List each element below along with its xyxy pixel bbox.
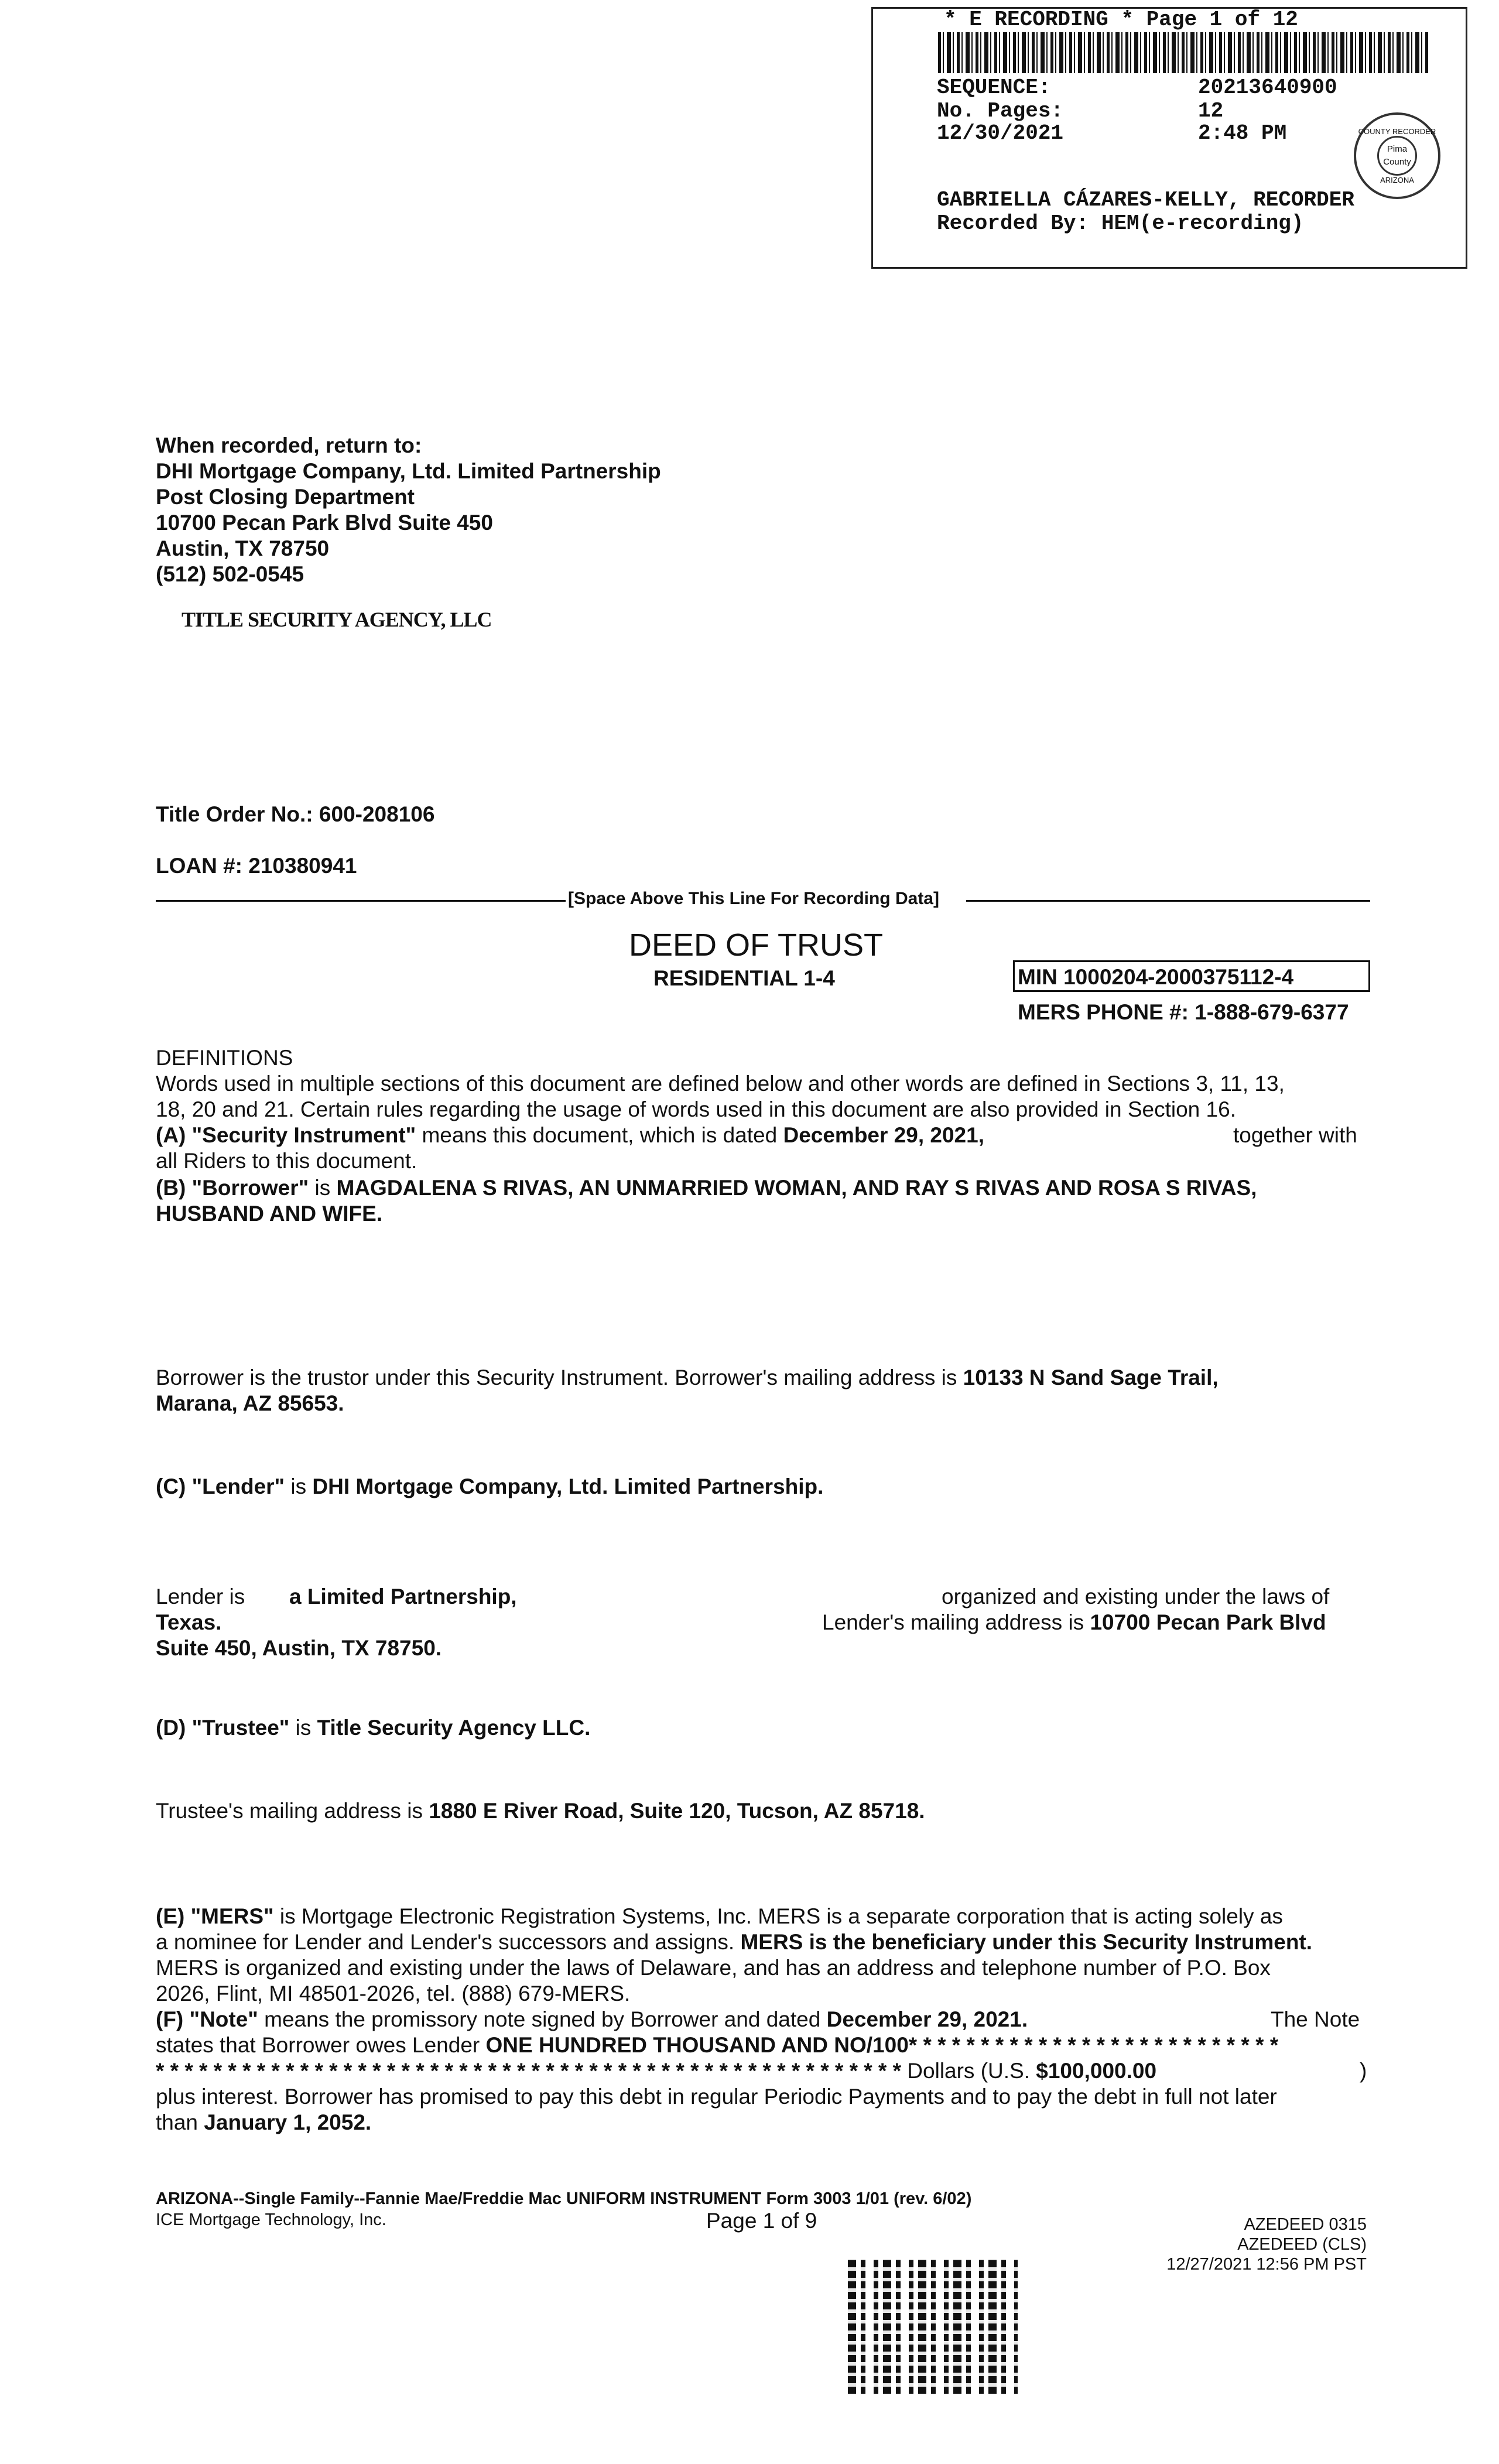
definition-a-text: means this document, which is dated xyxy=(416,1123,783,1147)
trustee-mailing-text: Trustee's mailing address is xyxy=(156,1799,429,1823)
stamp-header: * E RECORDING * Page 1 of 12 xyxy=(944,8,1298,32)
recording-line-right xyxy=(966,900,1370,902)
borrower-names-2: HUSBAND AND WIFE. xyxy=(156,1202,383,1226)
lender-type: a Limited Partnership, xyxy=(289,1585,517,1609)
note-date: December 29, 2021. xyxy=(826,2007,1028,2031)
document-qr-code xyxy=(848,2259,1018,2394)
loan-amount-words: ONE HUNDRED THOUSAND AND NO/100* * * * * * * * * * * * * * * * * * * * * * * * * * xyxy=(485,2033,1279,2057)
definition-f-line4: plus interest. Borrower has promised to pay this debt in regular Periodic Payments and to pay the debt in full not later xyxy=(156,2085,1277,2109)
document-subtitle: RESIDENTIAL 1-4 xyxy=(653,966,835,990)
trustee-address: 1880 E River Road, Suite 120, Tucson, AZ 85718. xyxy=(429,1799,925,1823)
maturity-date: January 1, 2052. xyxy=(204,2110,372,2134)
definition-a-label: (A) "Security Instrument" xyxy=(156,1123,416,1147)
form-footer: ARIZONA--Single Family--Fannie Mae/Freddie Mac UNIFORM INSTRUMENT Form 3003 1/01 (rev. 6/02) xyxy=(156,2189,972,2208)
lender-organized: organized and existing under the laws of xyxy=(942,1585,1330,1609)
borrower-address: 10133 N Sand Sage Trail, xyxy=(963,1366,1219,1390)
lender-state: Texas. xyxy=(156,1610,222,1634)
definition-f-text-5a: than xyxy=(156,2110,204,2134)
definition-c-is: is xyxy=(285,1474,313,1498)
definition-d xyxy=(156,1714,590,1741)
definition-c-label: (C) "Lender" xyxy=(156,1474,285,1498)
stamp-pages-label: No. Pages: xyxy=(937,99,1064,123)
lender-address-1: 10700 Pecan Park Blvd xyxy=(1090,1610,1326,1634)
footer-timestamp: 12/27/2021 12:56 PM PST xyxy=(1166,2255,1367,2274)
return-to-label: When recorded, return to: xyxy=(156,433,422,457)
definition-a-date: December 29, 2021, xyxy=(783,1123,984,1147)
definition-e-line2 xyxy=(156,1929,1312,1955)
definition-f-line3 xyxy=(156,2058,1156,2084)
stamp-recorded-by: Recorded By: HEM(e-recording) xyxy=(937,211,1304,235)
definitions-heading: DEFINITIONS xyxy=(156,1046,293,1070)
definition-b-is: is xyxy=(309,1176,337,1200)
stamp-sequence-label: SEQUENCE: xyxy=(937,76,1051,100)
mers-phone: MERS PHONE #: 1-888-679-6377 xyxy=(1018,1000,1349,1024)
lender-is-label: Lender is xyxy=(156,1585,245,1609)
recording-line-left xyxy=(156,900,566,902)
definition-f-line2 xyxy=(156,2032,1278,2058)
loan-amount: $100,000.00 xyxy=(1036,2059,1157,2083)
title-agency-stamp: TITLE SECURITY AGENCY, LLC xyxy=(182,608,492,631)
borrower-address-2: Marana, AZ 85653. xyxy=(156,1391,344,1415)
definitions-intro-2: 18, 20 and 21. Certain rules regarding the usage of words used in this document are also provided in Section 16. xyxy=(156,1097,1236,1121)
footer-code-2: AZEDEED (CLS) xyxy=(1237,2235,1367,2254)
lender-name: DHI Mortgage Company, Ltd. Limited Partnership. xyxy=(312,1474,824,1498)
return-to-street: 10700 Pecan Park Blvd Suite 450 xyxy=(156,511,493,535)
document-title: DEED OF TRUST xyxy=(629,928,884,963)
min-number: MIN 1000204-2000375112-4 xyxy=(1018,965,1294,989)
definition-d-label: (D) "Trustee" xyxy=(156,1716,290,1740)
definitions-intro-1: Words used in multiple sections of this document are defined below and other words are defined in Sections 3, 11, 13, xyxy=(156,1072,1285,1096)
definition-e-label: (E) "MERS" xyxy=(156,1904,274,1928)
definition-f xyxy=(156,2006,1028,2032)
definition-f-label: (F) "Note" xyxy=(156,2007,258,2031)
asterisk-fill: * * * * * * * * * * * * * * * * * * * * * * * * * * * * * * * * * * * * * * * * * * * * * * * * * * * * xyxy=(156,2059,902,2083)
lender-address-2: Suite 450, Austin, TX 78750. xyxy=(156,1636,442,1660)
dollars-close-paren: ) xyxy=(1360,2059,1367,2083)
footer-code-1: AZEDEED 0315 xyxy=(1244,2215,1367,2234)
dollars-label: Dollars (U.S. xyxy=(901,2059,1036,2083)
definition-e-line4: 2026, Flint, MI 48501-2026, tel. (888) 679-MERS. xyxy=(156,1982,631,2006)
vendor-footer: ICE Mortgage Technology, Inc. xyxy=(156,2210,386,2229)
definition-a-line2: all Riders to this document. xyxy=(156,1149,417,1173)
loan-number: LOAN #: 210380941 xyxy=(156,854,357,878)
seal-bottom-text: ARIZONA xyxy=(1380,176,1414,184)
definition-a-tail: together with xyxy=(1233,1123,1357,1147)
lender-mailing xyxy=(822,1609,1326,1635)
trustee-mailing xyxy=(156,1798,925,1824)
definition-b xyxy=(156,1175,1257,1201)
definition-e-line1 xyxy=(156,1903,1283,1929)
stamp-time: 2:48 PM xyxy=(1198,121,1287,145)
definition-f-text: means the promissory note signed by Borrower and dated xyxy=(258,2007,827,2031)
title-order-number: Title Order No.: 600-208106 xyxy=(156,802,435,826)
stamp-sequence-value: 20213640900 xyxy=(1198,76,1337,100)
definition-f-text-2a: states that Borrower owes Lender xyxy=(156,2033,486,2057)
seal-center xyxy=(1377,136,1417,176)
trustee-name: Title Security Agency LLC. xyxy=(317,1716,591,1740)
return-to-company: DHI Mortgage Company, Ltd. Limited Partnership xyxy=(156,459,661,483)
definition-b-label: (B) "Borrower" xyxy=(156,1176,309,1200)
stamp-recorder: GABRIELLA CÁZARES-KELLY, RECORDER xyxy=(937,188,1354,212)
definition-e-text: is Mortgage Electronic Registration Systems, Inc. MERS is a separate corporation that is acting solely as xyxy=(273,1904,1283,1928)
definition-d-is: is xyxy=(289,1716,317,1740)
definition-e-line3: MERS is organized and existing under the laws of Delaware, and has an address and telephone number of P.O. Box xyxy=(156,1956,1271,1980)
definition-f-line5 xyxy=(156,2109,371,2136)
trustor-text: Borrower is the trustor under this Security Instrument. Borrower's mailing address is xyxy=(156,1366,963,1390)
borrower-names: MAGDALENA S RIVAS, AN UNMARRIED WOMAN, AND RAY S RIVAS AND ROSA S RIVAS, xyxy=(336,1176,1257,1200)
stamp-date: 12/30/2021 xyxy=(937,121,1064,145)
return-to-dept: Post Closing Department xyxy=(156,485,415,509)
recording-barcode xyxy=(938,32,1430,73)
seal-top-text: COUNTY RECORDER xyxy=(1358,127,1436,136)
return-to-city: Austin, TX 78750 xyxy=(156,536,330,560)
definition-c xyxy=(156,1473,823,1500)
definition-e-text-2a: a nominee for Lender and Lender's successors and assigns. xyxy=(156,1930,741,1954)
lender-mailing-text: Lender's mailing address is xyxy=(822,1610,1090,1634)
county-seal xyxy=(1354,112,1440,199)
trustor-line xyxy=(156,1364,1219,1391)
definition-a xyxy=(156,1122,984,1148)
return-to-phone: (512) 502-0545 xyxy=(156,562,304,586)
seal-center-text: Pima County xyxy=(1383,144,1411,167)
space-above-label: [Space Above This Line For Recording Data] xyxy=(568,889,939,908)
page-number: Page 1 of 9 xyxy=(706,2209,817,2233)
definition-f-tail: The Note xyxy=(1271,2007,1360,2031)
mers-beneficiary: MERS is the beneficiary under this Security Instrument. xyxy=(740,1930,1313,1954)
stamp-pages-value: 12 xyxy=(1198,99,1224,123)
